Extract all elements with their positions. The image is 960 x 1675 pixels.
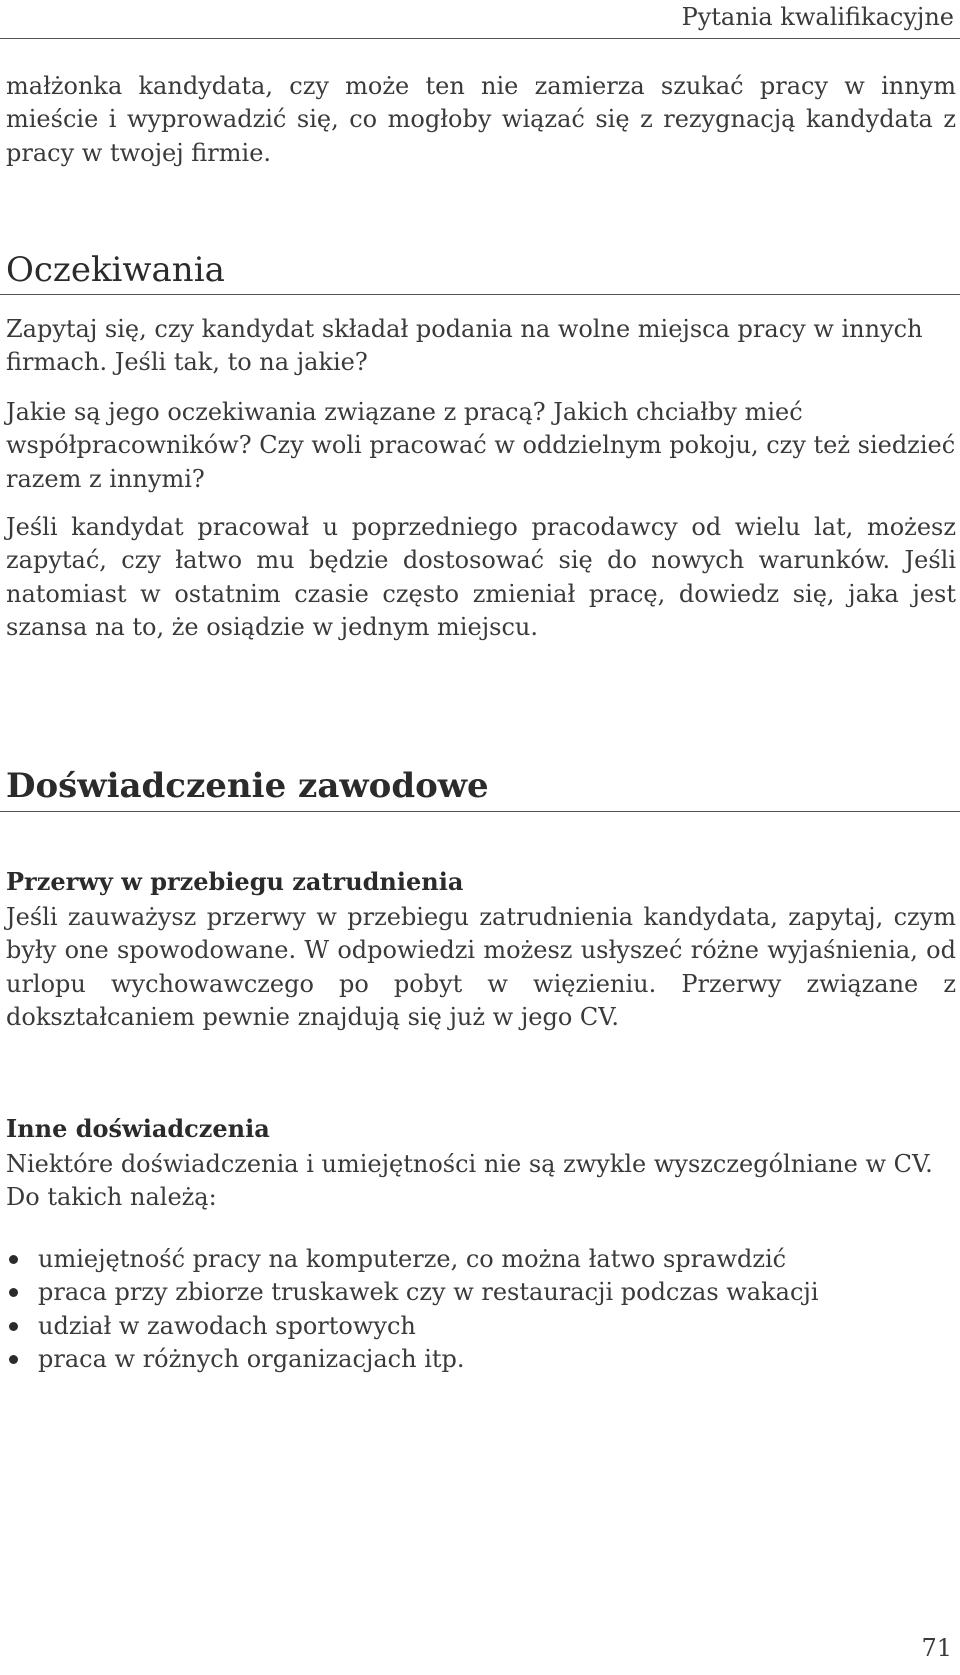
subheading-other-experience: Inne doświadczenia (6, 1114, 270, 1143)
employment-gaps-paragraph: Jeśli zauważysz przerwy w przebiegu zatrudnienia kandydata, zapytaj, czym były one spowodowane. W odpowiedzi możesz usłyszeć różne wyjaśnienia, od urlopu wychowawczego po pobyt w więzieniu. Przerwy związane z dokształcaniem pewnie znajdują się już w jego CV. (6, 903, 956, 1031)
list-item-text: praca w różnych organizacjach itp. (38, 1344, 465, 1373)
bullet-icon (9, 1355, 18, 1364)
other-experience-paragraph: Niektóre doświadczenia i umiejętności nie są zwykle wyszczególniane w CV. Do takich należą: (6, 1150, 933, 1212)
subheading-employment-gaps: Przerwy w przebiegu zatrudnienia (6, 867, 464, 896)
intro-paragraph: małżonka kandydata, czy może ten nie zamierza szukać pracy w innym mieście i wyprowadzić się, co mogłoby wiązać się z rezygnacją kandydata z pracy w twojej firmie. (6, 72, 956, 167)
list-item-text: udział w zawodach sportowych (38, 1311, 416, 1340)
bullet-icon (9, 1255, 18, 1264)
bullet-icon (9, 1322, 18, 1331)
list-item (6, 1343, 956, 1376)
bullet-icon (9, 1288, 18, 1297)
section-heading-experience: Doświadczenie zawodowe (6, 766, 489, 806)
section-rule-expectations (0, 294, 960, 295)
section-heading-expectations: Oczekiwania (6, 250, 225, 290)
expectations-paragraph-1: Zapytaj się, czy kandydat składał podania na wolne miejsca pracy w innych firmach. Jeśli tak, to na jakie? (6, 315, 923, 377)
list-item (6, 1276, 956, 1309)
expectations-paragraph-2: Jakie są jego oczekiwania związane z pracą? Jakich chciałby mieć współpracowników? Czy woli pracować w oddzielnym pokoju, czy też siedzieć razem z innymi? (6, 398, 956, 493)
list-item (6, 1310, 956, 1343)
running-head: Pytania kwalifikacyjne (681, 3, 954, 31)
expectations-paragraph-3: Jeśli kandydat pracował u poprzedniego pracodawcy od wielu lat, możesz zapytać, czy łatwo mu będzie dostosować się do nowych warunków. Jeśli natomiast w ostatnim czasie często zmieniał pracę, dowiedz się, jaka jest szansa na to, że osiądzie w jednym miejscu. (6, 513, 956, 641)
list-item (6, 1243, 956, 1276)
list-item-text: umiejętność pracy na komputerze, co można łatwo sprawdzić (38, 1245, 787, 1273)
section-rule-experience (0, 811, 960, 812)
header-rule (0, 38, 960, 39)
list-item-text: praca przy zbiorze truskawek czy w restauracji podczas wakacji (38, 1278, 819, 1307)
experience-bullet-list (6, 1243, 956, 1376)
page-number: 71 (921, 1634, 952, 1662)
